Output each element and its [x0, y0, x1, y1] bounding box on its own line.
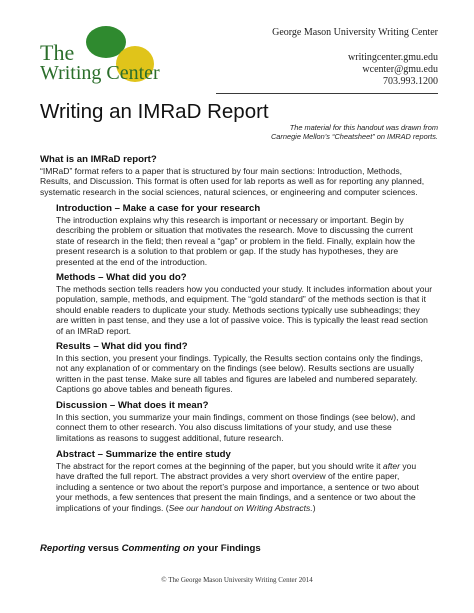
header-divider — [216, 93, 438, 94]
body-line: state of research in the field; then reveal a “gap” or problem in the field. Finally, explain how the — [56, 235, 416, 246]
body-line: not any explanation of or commentary on the findings (see below). Results sections are usually — [56, 363, 415, 374]
header-org-name: George Mason University Writing Center — [272, 27, 438, 38]
body-line: systematic research in the social sciences, natural sciences, or engineering and computer sciences. — [40, 186, 418, 197]
body-line: population, sample, methods, and equipment. The “gold standard” of the methods section is that it — [56, 294, 426, 305]
body-line: your methods, a few sentences that present the main findings, and a sentence or two about the — [56, 492, 416, 503]
source-note-line: The material for this handout was drawn from — [289, 123, 438, 132]
section-heading-abstract: Abstract – Summarize the entire study — [56, 449, 231, 460]
body-line — [56, 503, 419, 513]
abstract-text: you — [399, 461, 417, 471]
abstract-emphasis: after — [382, 461, 400, 471]
body-line: have drafted the full report. The abstract provides a very short overview of the entire paper, — [56, 471, 400, 482]
body-line: In this section, you summarize your main findings, comment on those findings (see below), and — [56, 412, 416, 422]
logo-text-writing-center: Writing Center — [40, 62, 160, 84]
header-website[interactable]: writingcenter.gmu.edu — [348, 52, 438, 63]
source-note-line: Carnegie Mellon’s “Cheatsheet” on IMRAD reports. — [270, 132, 438, 142]
body-line: limitations as reasons to suggest additional, future research. — [56, 432, 284, 443]
abstract-text: implications of your findings. ( — [56, 502, 169, 513]
abstract-text: ) — [312, 502, 316, 513]
writing-center-logo — [36, 26, 166, 86]
body-line: presented at the end of the introduction. — [56, 256, 208, 267]
section-body-what — [40, 166, 424, 197]
body-line: connect them to other research. You also discuss limitations of your study, and use these — [56, 422, 392, 433]
heading-part: versus — [85, 543, 122, 554]
section-heading-what: What is an IMRaD report? — [40, 154, 157, 165]
body-line: written in the past tense. Make sure all tables and figures are labeled and numbered separately. — [56, 373, 418, 384]
body-line: are written in past tense, and they use a lot of passive voice. This is typically the least read section — [56, 315, 428, 326]
body-line: describing the problem or situation that motivates the research. Move to discussing the current — [56, 225, 413, 236]
body-line: of an IMRaD report. — [56, 325, 132, 336]
page-footer: © The George Mason University Writing Center 2014 — [161, 576, 313, 584]
logo-text-the: The — [40, 40, 75, 65]
section-heading-results: Results – What did you find? — [56, 341, 188, 352]
abstract-text: The abstract for the report comes at the beginning of the paper, but you should write it — [56, 461, 383, 471]
body-line — [56, 461, 419, 471]
heading-part: Commenting on — [121, 543, 195, 554]
section-body-methods — [56, 284, 432, 336]
body-line: present research is a solution to that problem or gap. If the study has hypotheses, they are — [56, 246, 399, 257]
body-line: should enable readers to duplicate your study. Methods sections typically use subheadings; they — [56, 304, 420, 315]
section-body-discussion — [56, 412, 415, 443]
body-line: “IMRaD” format refers to a paper that is structured by four main sections: Introduction, Methods, — [40, 166, 402, 176]
section-heading-discussion: Discussion – What does it mean? — [56, 400, 209, 411]
header-email[interactable]: wcenter@gmu.edu — [362, 64, 438, 76]
body-line: The introduction explains why this research is important or necessary or important. Begin by — [56, 215, 404, 225]
source-note — [248, 123, 438, 141]
abstract-handout-reference[interactable]: See our handout on Writing Abstracts. — [168, 502, 313, 513]
heading-part: Reporting — [40, 543, 86, 554]
bottom-section-heading — [40, 543, 261, 554]
body-line: The methods section tells readers how you conducted your study. It includes information about your — [56, 284, 433, 294]
heading-part: your Findings — [194, 543, 261, 554]
page-title: Writing an IMRaD Report — [40, 100, 269, 123]
header-phone: 703.993.1200 — [383, 76, 438, 88]
body-line: including a sentence or two about the report’s purpose and importance, a sentence or two about — [56, 481, 419, 492]
body-line: Captions go above tables and beneath figures. — [56, 384, 233, 395]
section-body-abstract — [56, 461, 419, 513]
body-line: In this section, you present your findings. Typically, the Results section contains only the findings, — [56, 353, 423, 363]
body-line: Results, and Discussion. This format is often used for lab reports as well as for reporting any planned, — [40, 176, 425, 187]
section-body-results — [56, 353, 423, 395]
section-heading-methods: Methods – What did you do? — [56, 272, 187, 283]
section-heading-introduction: Introduction – Make a case for your research — [56, 203, 261, 214]
section-body-introduction — [56, 215, 415, 267]
header-contact — [348, 52, 438, 89]
